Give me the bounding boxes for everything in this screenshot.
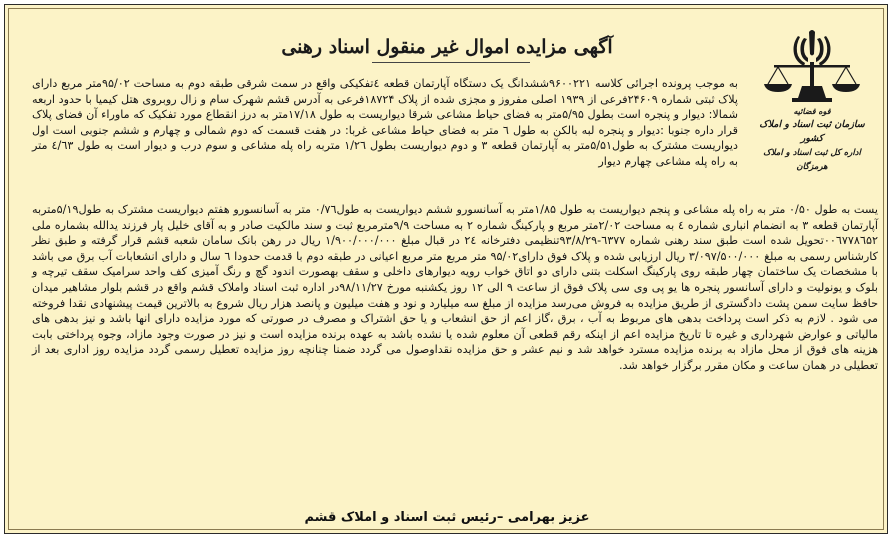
- organization-name-block: [748, 104, 876, 174]
- notice-paragraph-main: یست به طول ۰/۵۰ متر به راه پله مشاعی و پنجم دیواریست به طول ۱/۸۵متر به آسانسورو ششم دیواریست به طول۰/۷٦ متر به آسانسورو هفتم دیواریست مشترک به طول۵/۱۹متربه آپارتمان قطعه ۳ به انضمام انباری شماره ٤ به مساحت ۲/۰۲متر مربع و پارکینگ شماره ۲ به مساحت ۹/۹مترمربع ثبت و سند مالکیت صادر و به آقای خلیل پار فرزند یدالله بشماره ملی ۰۰٦۷۷۸٦۵۲تحویل شده است طبق سند رهنی شماره ٦۳۷۷-۹۳/۸/۲۹تنظیمی دفترخانه ۲٤ در قبال مبلغ ۱/۹۰۰/۰۰۰/۰۰۰ ریال در رهن بانک سامان شعبه قشم قرار گرفته و طبق نظر کارشناس رسمی به مبلغ ۳/۰۹۷/۵۰۰/۰۰۰ ریال ارزیابی شده و پلاک فوق دارای۹۵/۰۲ متر مربع متر مربع اعیانی در طبقه دوم با قدمت حدودا ٦ سال و دارای انشعابات آب برق می باشد با مشخصات یک ساختمان چهار طبقه روی پارکینگ اسکلت بتنی دارای دو اتاق خواب رویه دیوارهای داخلی و سقف بهصورت اندود گچ و رنگ آمیزی کف واحد سرامیک سقف تیرچه و بلوک و یونولیت و دارای آسانسور پنجره ها یو پی وی سی پلاک فوق از ساعت ۹ الی ۱۲ روز یکشنبه مورخ ۹۸/۱۱/۲۷در اداره ثبت اسناد واملاک قشم واقع در قشم بلوار مشاهیر میدان حافظ سایت سمن پشت دادگستری از طریق مزایده به فروش می‌رسد مزایده از مبلغ سه میلیارد و نود و هفت میلیون و پانصد هزار ریال شروع به بالاترین قیمت پیشنهادی نقدا فروخته می شود . لازم به ذکر است پرداخت بدهی های مربوط به آب ، برق ،گاز اعم از حق انشعاب و یا حق اشتراک و مصرف در صورتی که مورد مزایده دارای انها باشد و نیز بدهی های مالیاتی و عوارض شهرداری و غیره تا تاریخ مزایده اعم از اینکه رقم قطعی آن معلوم شده یا نشده باشد به عهده برنده مزایده است و نیز در صورت وجود مازاد، وجوه پرداختی بابت هزینه های فوق از محل مازاد به برنده مزایده مسترد خواهد شد و نیم عشر و حق مزایده نقداوصول می گردد ضمنا چنانچه روز مزایده تعطیل رسمی گردد مزایده روز اداری بعد از تعطیلی در همان ساعت و مکان مقرر برگزار خواهد شد.: [32, 203, 878, 372]
- notice-paragraph-top: به موجب پرونده اجرائی کلاسه ۹۶۰۰۲۲۱ششدانگ یک دستگاه آپارتمان قطعه ٤تفکیکی واقع در سمت شرقی طبقه دوم به مساحت ۹۵/۰۲متر مربع دارای پلاک ثبتی شماره ۲۴۶۰۹فرعی از ۱۹۳۹ اصلی مفروز و مجزی شده از پلاک ۱۸۷۲۴فرعی به آدرس قشم شهرک سام و زال روبروی هتل کیمیا با حدود اربعه شمالا: دیوار و پنجره است بطول ۵/۹۵متر به فضای حیاط مشاعی شرقا دیواریست به طول ۱۷/۱۸متر به درز انقطاع مورد تفکیک که ماوراء آن فضای پلاک قرار داره جنوبا :دیوار و پنجره لبه بالکن به طول ٦ متر به فضای حیاط مشاعی غربا: در هفت قسمت که دوم شمالی و چهارم و ششم جنوبی است اول دیواریست مشترک به طول۵/۵۱متر به آپارتمان قطعه ۳ و دوم دیواریست بطول ۱/۲٦ متربه راه پله مشاعی و سوم درب و دیوار است به طول ٤/٦۳ متر به راه پله مشاعی چهارم دیوار: [32, 77, 738, 168]
- signature-line: عزیز بهرامی –رئیس ثبت اسناد و املاک قشم: [304, 510, 590, 525]
- iran-emblem-and-scales-of-justice-icon: [752, 26, 872, 106]
- judiciary-label: قوه قضائیه: [793, 106, 831, 116]
- organization-name: سازمان ثبت اسناد و املاک کشور: [759, 119, 865, 144]
- title-underline: [372, 62, 530, 63]
- notice-title: آگهی مزایده اموال غیر منقول اسناد رهنی: [281, 36, 613, 58]
- regional-office-name: اداره کل ثبت اسناد و املاک هرمزگان: [763, 148, 861, 172]
